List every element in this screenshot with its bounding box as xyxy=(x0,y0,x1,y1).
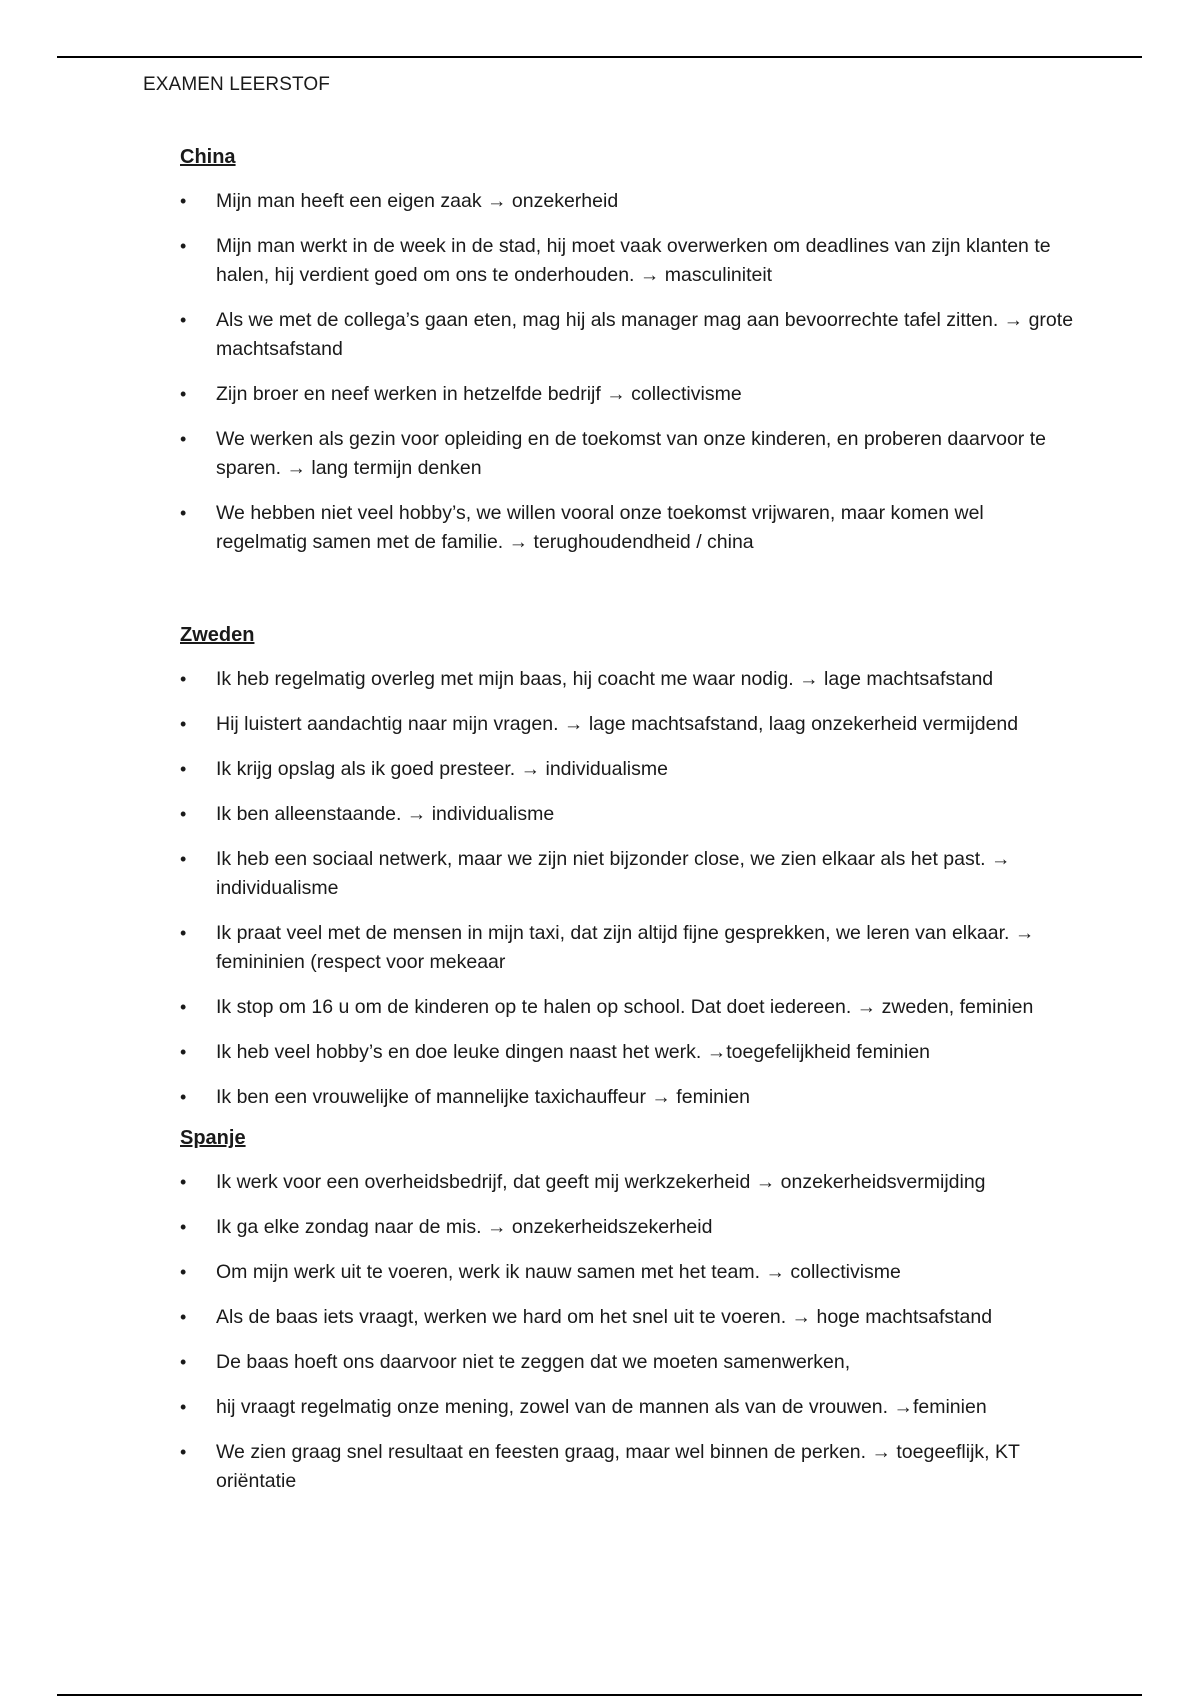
list-item: • Ik heb regelmatig overleg met mijn baas, hij coacht me waar nodig. → lage machtsafstand xyxy=(180,665,1080,694)
list-item: • Ik praat veel met de mensen in mijn taxi, dat zijn altijd fijne gesprekken, we leren van elkaar. → femininien (respect voor mekeaar xyxy=(180,919,1080,977)
list-item: • We werken als gezin voor opleiding en de toekomst van onze kinderen, en proberen daarvoor te sparen. → lang termijn denken xyxy=(180,425,1080,483)
header-rule xyxy=(57,56,1142,58)
list-item: • Als de baas iets vraagt, werken we hard om het snel uit te voeren. → hoge machtsafstand xyxy=(180,1303,1080,1332)
bullet-icon: • xyxy=(180,1042,187,1062)
bullet-icon: • xyxy=(180,997,187,1017)
bullet-list-china xyxy=(180,187,1080,557)
bullet-icon: • xyxy=(180,1442,187,1462)
list-item: • De baas hoeft ons daarvoor niet te zeggen dat we moeten samenwerken, xyxy=(180,1348,1080,1377)
list-item: • Hij luistert aandachtig naar mijn vragen. → lage machtsafstand, laag onzekerheid vermijdend xyxy=(180,710,1080,739)
list-item: • Ik ben alleenstaande. → individualisme xyxy=(180,800,1080,829)
list-item: • Zijn broer en neef werken in hetzelfde bedrijf → collectivisme xyxy=(180,380,1080,409)
section-spanje xyxy=(180,1124,1080,1496)
bullet-icon: • xyxy=(180,923,187,943)
bullet-icon: • xyxy=(180,429,187,449)
bullet-icon: • xyxy=(180,759,187,779)
section-title-spanje: Spanje xyxy=(180,1127,246,1149)
footer-rule xyxy=(57,1694,1142,1696)
page-header-title: EXAMEN LEERSTOF xyxy=(143,74,330,95)
section-title-china: China xyxy=(180,146,236,168)
list-item: • Ik stop om 16 u om de kinderen op te halen op school. Dat doet iedereen. → zweden, feminien xyxy=(180,993,1080,1022)
section-title-zweden: Zweden xyxy=(180,624,255,646)
list-item: • Ik ben een vrouwelijke of mannelijke taxichauffeur → feminien xyxy=(180,1083,1080,1112)
bullet-icon: • xyxy=(180,1087,187,1107)
bullet-icon: • xyxy=(180,1217,187,1237)
bullet-icon: • xyxy=(180,849,187,869)
bullet-list-zweden xyxy=(180,665,1080,1112)
bullet-list-spanje xyxy=(180,1168,1080,1496)
bullet-icon: • xyxy=(180,1262,187,1282)
bullet-icon: • xyxy=(180,669,187,689)
bullet-icon: • xyxy=(180,191,187,211)
list-item: • Mijn man heeft een eigen zaak → onzekerheid xyxy=(180,187,1080,216)
bullet-icon: • xyxy=(180,384,187,404)
list-item: • Ik werk voor een overheidsbedrijf, dat geeft mij werkzekerheid → onzekerheidsvermijding xyxy=(180,1168,1080,1197)
bullet-icon: • xyxy=(180,1172,187,1192)
document-body xyxy=(180,143,1080,1512)
list-item: • Ik heb veel hobby’s en doe leuke dingen naast het werk. →toegefelijkheid feminien xyxy=(180,1038,1080,1067)
bullet-icon: • xyxy=(180,503,187,523)
list-item: • We hebben niet veel hobby’s, we willen vooral onze toekomst vrijwaren, maar komen wel regelmatig samen met de familie. → terughoudendheid / china xyxy=(180,499,1080,557)
bullet-icon: • xyxy=(180,1307,187,1327)
section-china xyxy=(180,143,1080,557)
bullet-icon: • xyxy=(180,1397,187,1417)
list-item: • Mijn man werkt in de week in de stad, hij moet vaak overwerken om deadlines van zijn klanten te halen, hij verdient goed om ons te onderhouden. → masculiniteit xyxy=(180,232,1080,290)
list-item: • Ik heb een sociaal netwerk, maar we zijn niet bijzonder close, we zien elkaar als het past. → individualisme xyxy=(180,845,1080,903)
list-item: • Als we met de collega’s gaan eten, mag hij als manager mag aan bevoorrechte tafel zitten. → grote machtsafstand xyxy=(180,306,1080,364)
bullet-icon: • xyxy=(180,236,187,256)
bullet-icon: • xyxy=(180,714,187,734)
bullet-icon: • xyxy=(180,310,187,330)
bullet-icon: • xyxy=(180,804,187,824)
list-item: • We zien graag snel resultaat en feesten graag, maar wel binnen de perken. → toegeeflijk, KT oriëntatie xyxy=(180,1438,1080,1496)
list-item: • hij vraagt regelmatig onze mening, zowel van de mannen als van de vrouwen. →feminien xyxy=(180,1393,1080,1422)
section-zweden xyxy=(180,621,1080,1112)
list-item: • Om mijn werk uit te voeren, werk ik nauw samen met het team. → collectivisme xyxy=(180,1258,1080,1287)
list-item: • Ik ga elke zondag naar de mis. → onzekerheidszekerheid xyxy=(180,1213,1080,1242)
bullet-icon: • xyxy=(180,1352,187,1372)
list-item: • Ik krijg opslag als ik goed presteer. → individualisme xyxy=(180,755,1080,784)
